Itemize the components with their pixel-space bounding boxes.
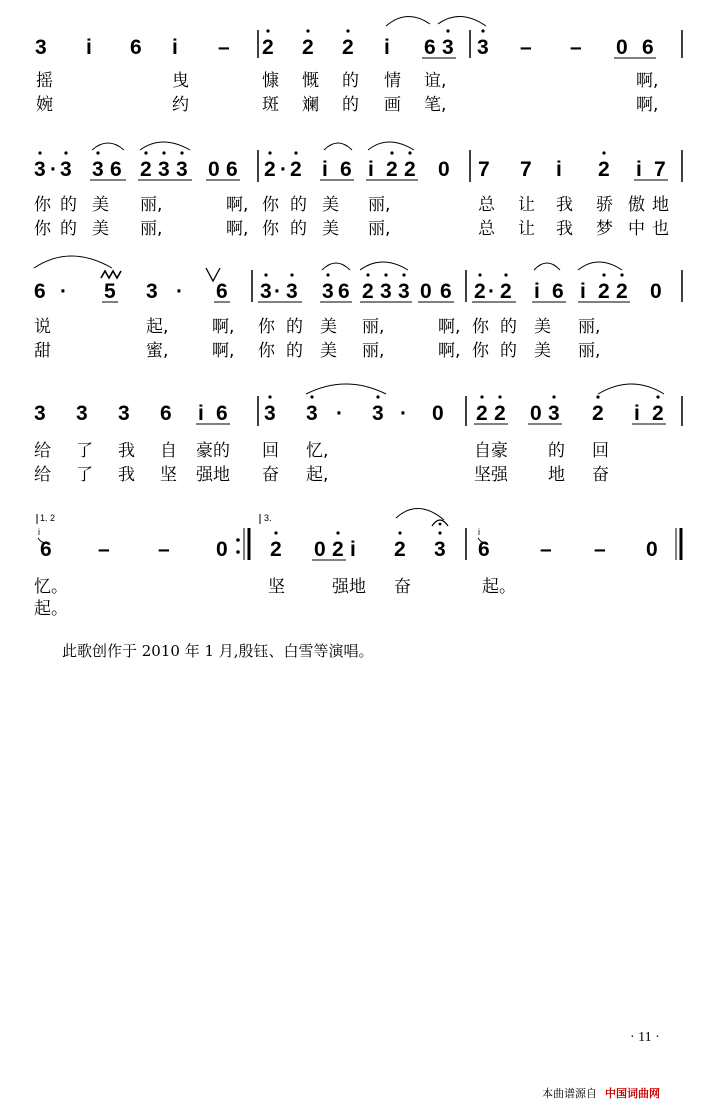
- octave-dot: [264, 273, 267, 276]
- octave-dot: [408, 151, 411, 154]
- lyric: 丽,: [362, 341, 385, 361]
- lyric: 也: [652, 219, 669, 239]
- note: i: [198, 402, 204, 425]
- lyric: 你: [472, 341, 489, 361]
- octave-dot: [310, 395, 313, 398]
- lyric: 你: [258, 317, 275, 337]
- slur: [34, 256, 112, 268]
- source-credit: [542, 1085, 660, 1101]
- dot: ·: [488, 280, 495, 303]
- lyric: 甜: [34, 341, 51, 361]
- lyric: 丽,: [140, 195, 163, 215]
- octave-dot: [602, 273, 605, 276]
- lyric: 慷: [262, 71, 279, 91]
- note: i: [556, 158, 562, 181]
- lyric: 我: [118, 465, 135, 485]
- lyric: 地: [548, 465, 565, 485]
- lyric: 起。: [482, 577, 516, 597]
- note: 3: [264, 402, 276, 425]
- lyric: 梦: [596, 219, 613, 239]
- note: 6: [552, 280, 564, 303]
- note: i: [534, 280, 540, 303]
- octave-dot: [162, 151, 165, 154]
- note: 3: [477, 36, 489, 59]
- octave-dot: [498, 395, 501, 398]
- note: 3: [398, 280, 410, 303]
- lyric: 的: [286, 341, 303, 361]
- octave-dot: [180, 151, 183, 154]
- note: i: [634, 402, 640, 425]
- note: 0: [646, 538, 658, 561]
- octave-dot: [64, 151, 67, 154]
- lyric: 啊,: [226, 195, 249, 215]
- note: 2: [332, 538, 344, 561]
- octave-dot: [390, 151, 393, 154]
- note: 6: [424, 36, 436, 59]
- lyric: 豪的: [196, 441, 230, 461]
- lyric: 丽,: [578, 341, 601, 361]
- volta-label-2: 3.: [264, 513, 272, 523]
- note: –: [98, 538, 110, 561]
- lyric: 的: [342, 71, 359, 91]
- note: 3: [76, 402, 88, 425]
- lyric: 美: [320, 317, 337, 337]
- note: 3: [442, 36, 454, 59]
- lyric: 的: [342, 95, 359, 115]
- note: 0: [650, 280, 662, 303]
- note: –: [570, 36, 582, 59]
- lyric: 回: [592, 441, 609, 461]
- lyric: 你: [472, 317, 489, 337]
- note: 3: [34, 158, 46, 181]
- lyric: 傲: [628, 195, 645, 215]
- note: –: [158, 538, 170, 561]
- note: i: [350, 538, 356, 561]
- repeat-dot: [236, 550, 240, 554]
- note: 2: [264, 158, 276, 181]
- system-1: [35, 16, 682, 115]
- note: 3: [286, 280, 298, 303]
- lyric: 美: [322, 219, 339, 239]
- note: 2: [386, 158, 398, 181]
- note: 2: [592, 402, 604, 425]
- note: 6: [340, 158, 352, 181]
- octave-dot: [478, 273, 481, 276]
- lyric: 斑: [262, 95, 279, 115]
- note: 7: [478, 158, 490, 181]
- lyric: 美: [92, 219, 109, 239]
- lyric: 慨: [302, 71, 319, 91]
- octave-dot: [620, 273, 623, 276]
- lyric: 了: [76, 465, 93, 485]
- octave-dot: [438, 531, 441, 534]
- octave-dot: [656, 395, 659, 398]
- note: 3: [35, 36, 47, 59]
- lyric: 强地: [332, 577, 366, 597]
- note: 3: [146, 280, 158, 303]
- note: 2: [474, 280, 486, 303]
- lyric: 啊,: [438, 317, 461, 337]
- octave-dot: [402, 273, 405, 276]
- lyric: 给: [34, 441, 51, 461]
- note: –: [218, 36, 230, 59]
- lyric: 你: [34, 219, 51, 239]
- note: i: [384, 36, 390, 59]
- note: 3: [92, 158, 104, 181]
- octave-dot: [266, 29, 269, 32]
- note: 2: [500, 280, 512, 303]
- note: 7: [654, 158, 666, 181]
- octave-dot: [336, 531, 339, 534]
- note: 6: [216, 402, 228, 425]
- note: 3: [176, 158, 188, 181]
- lyric: 啊,: [636, 95, 659, 115]
- lyric: 起,: [306, 465, 329, 485]
- octave-dot: [346, 29, 349, 32]
- octave-dot: [268, 395, 271, 398]
- lyric: 忆,: [306, 441, 329, 461]
- note: 6: [110, 158, 122, 181]
- note: 2: [494, 402, 506, 425]
- lyric: 骄: [596, 195, 613, 215]
- lyric: 的: [60, 219, 77, 239]
- note: 2: [598, 280, 610, 303]
- lyric: 地: [652, 195, 669, 215]
- lyric: 总: [478, 195, 495, 215]
- note: 3: [380, 280, 392, 303]
- lyric: 回: [262, 441, 279, 461]
- lyric: 坚: [268, 577, 285, 597]
- lyric: 美: [320, 341, 337, 361]
- lyric: 忆。: [34, 577, 68, 597]
- lyric: 起。: [34, 599, 68, 619]
- note: i: [580, 280, 586, 303]
- lyric: 丽,: [578, 317, 601, 337]
- system-5: [34, 508, 681, 619]
- note: 2: [616, 280, 628, 303]
- lyric: 谊,: [424, 71, 447, 91]
- note: –: [594, 538, 606, 561]
- octave-dot: [366, 273, 369, 276]
- note: 0: [616, 36, 628, 59]
- note: 3: [434, 538, 446, 561]
- lyric: 了: [76, 441, 93, 461]
- lyric: 啊,: [636, 71, 659, 91]
- note: 0: [420, 280, 432, 303]
- octave-dot: [294, 151, 297, 154]
- lyric: 丽,: [368, 195, 391, 215]
- slur: [438, 16, 486, 26]
- note: –: [520, 36, 532, 59]
- note: 6: [34, 280, 46, 303]
- note: 6: [338, 280, 350, 303]
- lyric: 奋: [394, 577, 411, 597]
- note: i: [172, 36, 178, 59]
- note: 2: [140, 158, 152, 181]
- slur: [324, 143, 352, 150]
- octave-dot: [602, 151, 605, 154]
- lyric: 强地: [196, 465, 230, 485]
- dot: ·: [280, 158, 287, 181]
- lyric: 丽,: [140, 219, 163, 239]
- system-2: [34, 142, 682, 239]
- slur: [396, 508, 444, 520]
- slur: [360, 262, 408, 270]
- lyric: 啊,: [212, 341, 235, 361]
- note: 3: [158, 158, 170, 181]
- source-label: 本曲谱源自: [542, 1087, 597, 1100]
- note: i: [86, 36, 92, 59]
- slur: [322, 263, 350, 270]
- grace-note: i: [478, 527, 480, 537]
- note: 3: [34, 402, 46, 425]
- lyric: 美: [534, 317, 551, 337]
- octave-dot: [480, 395, 483, 398]
- lyric: 的: [548, 441, 565, 461]
- note: 2: [652, 402, 664, 425]
- system-4: [34, 384, 682, 485]
- source-brand[interactable]: 中国词曲网: [605, 1087, 660, 1100]
- note: 3: [118, 402, 130, 425]
- note: 2: [290, 158, 302, 181]
- lyric: 的: [500, 317, 517, 337]
- dot: ·: [50, 158, 57, 181]
- note: 2: [302, 36, 314, 59]
- lyric: 你: [258, 341, 275, 361]
- lyric: 我: [118, 441, 135, 461]
- note: 0: [530, 402, 542, 425]
- lyric: 斓: [302, 95, 319, 115]
- note: 3: [322, 280, 334, 303]
- octave-dot: [398, 531, 401, 534]
- note: 2: [404, 158, 416, 181]
- mordent-mark: [101, 271, 121, 278]
- note: 5: [104, 280, 116, 303]
- lyric: 画: [384, 95, 401, 115]
- note: 3: [372, 402, 384, 425]
- note: 0: [438, 158, 450, 181]
- octave-dot: [446, 29, 449, 32]
- slur: [140, 142, 190, 150]
- octave-dot: [38, 151, 41, 154]
- note: 0: [216, 538, 228, 561]
- note: 3: [60, 158, 72, 181]
- note: 6: [216, 280, 228, 303]
- note: 3: [260, 280, 272, 303]
- lyric: 中: [628, 219, 645, 239]
- dot: ·: [336, 402, 343, 425]
- note: 2: [598, 158, 610, 181]
- slur: [578, 262, 622, 270]
- slur: [92, 143, 124, 150]
- note: 2: [342, 36, 354, 59]
- octave-dot: [274, 531, 277, 534]
- note: 3: [548, 402, 560, 425]
- lyric: 你: [34, 195, 51, 215]
- system-3: [34, 256, 682, 361]
- octave-dot: [552, 395, 555, 398]
- lyric: 啊,: [212, 317, 235, 337]
- note: 0: [208, 158, 220, 181]
- lyric: 摇: [36, 71, 53, 91]
- lyric: 的: [290, 195, 307, 215]
- slur: [598, 384, 664, 394]
- lyric: 情: [384, 71, 401, 91]
- note: 6: [160, 402, 172, 425]
- fermata-dot: [439, 523, 442, 526]
- lyric: 你: [262, 195, 279, 215]
- lyric: 坚: [160, 465, 177, 485]
- lyric: 自豪: [474, 441, 508, 461]
- octave-dot: [96, 151, 99, 154]
- octave-dot: [384, 273, 387, 276]
- note: 6: [440, 280, 452, 303]
- octave-dot: [268, 151, 271, 154]
- dot: ·: [176, 280, 183, 303]
- lyric: 啊,: [438, 341, 461, 361]
- note: 3: [306, 402, 318, 425]
- volta-label-1: 1. 2: [40, 513, 56, 523]
- slur: [534, 263, 560, 270]
- lyric: 的: [290, 219, 307, 239]
- lyric: 我: [556, 219, 573, 239]
- octave-dot: [596, 395, 599, 398]
- lyric: 美: [322, 195, 339, 215]
- lyric: 起,: [146, 317, 169, 337]
- note: 2: [270, 538, 282, 561]
- lyric: 曳: [172, 71, 189, 91]
- note: i: [636, 158, 642, 181]
- lyric: 约: [172, 95, 189, 115]
- performance-note: 此歌创作于 2010 年 1 月,殷钰、白雪等演唱。: [62, 642, 374, 660]
- lyric: 的: [60, 195, 77, 215]
- repeat-dot: [236, 538, 240, 542]
- lyric: 让: [518, 195, 535, 215]
- lyric: 啊,: [226, 219, 249, 239]
- lyric: 丽,: [368, 219, 391, 239]
- octave-dot: [481, 29, 484, 32]
- grace-note: i: [38, 527, 40, 537]
- octave-dot: [376, 395, 379, 398]
- note: 2: [476, 402, 488, 425]
- lyric: 丽,: [362, 317, 385, 337]
- lyric: 我: [556, 195, 573, 215]
- note: 6: [642, 36, 654, 59]
- note: 6: [226, 158, 238, 181]
- octave-dot: [290, 273, 293, 276]
- octave-dot: [306, 29, 309, 32]
- dot: ·: [274, 280, 281, 303]
- slur: [306, 384, 386, 394]
- note: 2: [394, 538, 406, 561]
- lyric: 蜜,: [146, 341, 169, 361]
- note: 0: [432, 402, 444, 425]
- lyric: 美: [534, 341, 551, 361]
- lyric: 奋: [592, 465, 609, 485]
- slur: [386, 16, 430, 26]
- note: 6: [130, 36, 142, 59]
- dot: ·: [400, 402, 407, 425]
- lyric: 让: [518, 219, 535, 239]
- octave-dot: [144, 151, 147, 154]
- note: 7: [520, 158, 532, 181]
- lyric: 说: [34, 317, 51, 337]
- slur: [368, 142, 414, 150]
- note: 2: [362, 280, 374, 303]
- lyric: 的: [286, 317, 303, 337]
- note: 2: [262, 36, 274, 59]
- lyric: 的: [500, 341, 517, 361]
- lyric: 美: [92, 195, 109, 215]
- note: 0: [314, 538, 326, 561]
- octave-dot: [326, 273, 329, 276]
- page-number: · 11 ·: [630, 1030, 660, 1045]
- lyric: 奋: [262, 465, 279, 485]
- lyric: 笔,: [424, 95, 447, 115]
- note: –: [540, 538, 552, 561]
- dot: ·: [60, 280, 67, 303]
- note: i: [368, 158, 374, 181]
- lyric: 给: [34, 465, 51, 485]
- lyric: 自: [160, 441, 177, 461]
- lyric: 总: [478, 219, 495, 239]
- note: 6: [478, 538, 490, 561]
- lyric: 你: [262, 219, 279, 239]
- lyric: 婉: [36, 95, 53, 115]
- note: 6: [40, 538, 52, 561]
- lyric: 坚强: [474, 465, 508, 485]
- octave-dot: [504, 273, 507, 276]
- note: i: [322, 158, 328, 181]
